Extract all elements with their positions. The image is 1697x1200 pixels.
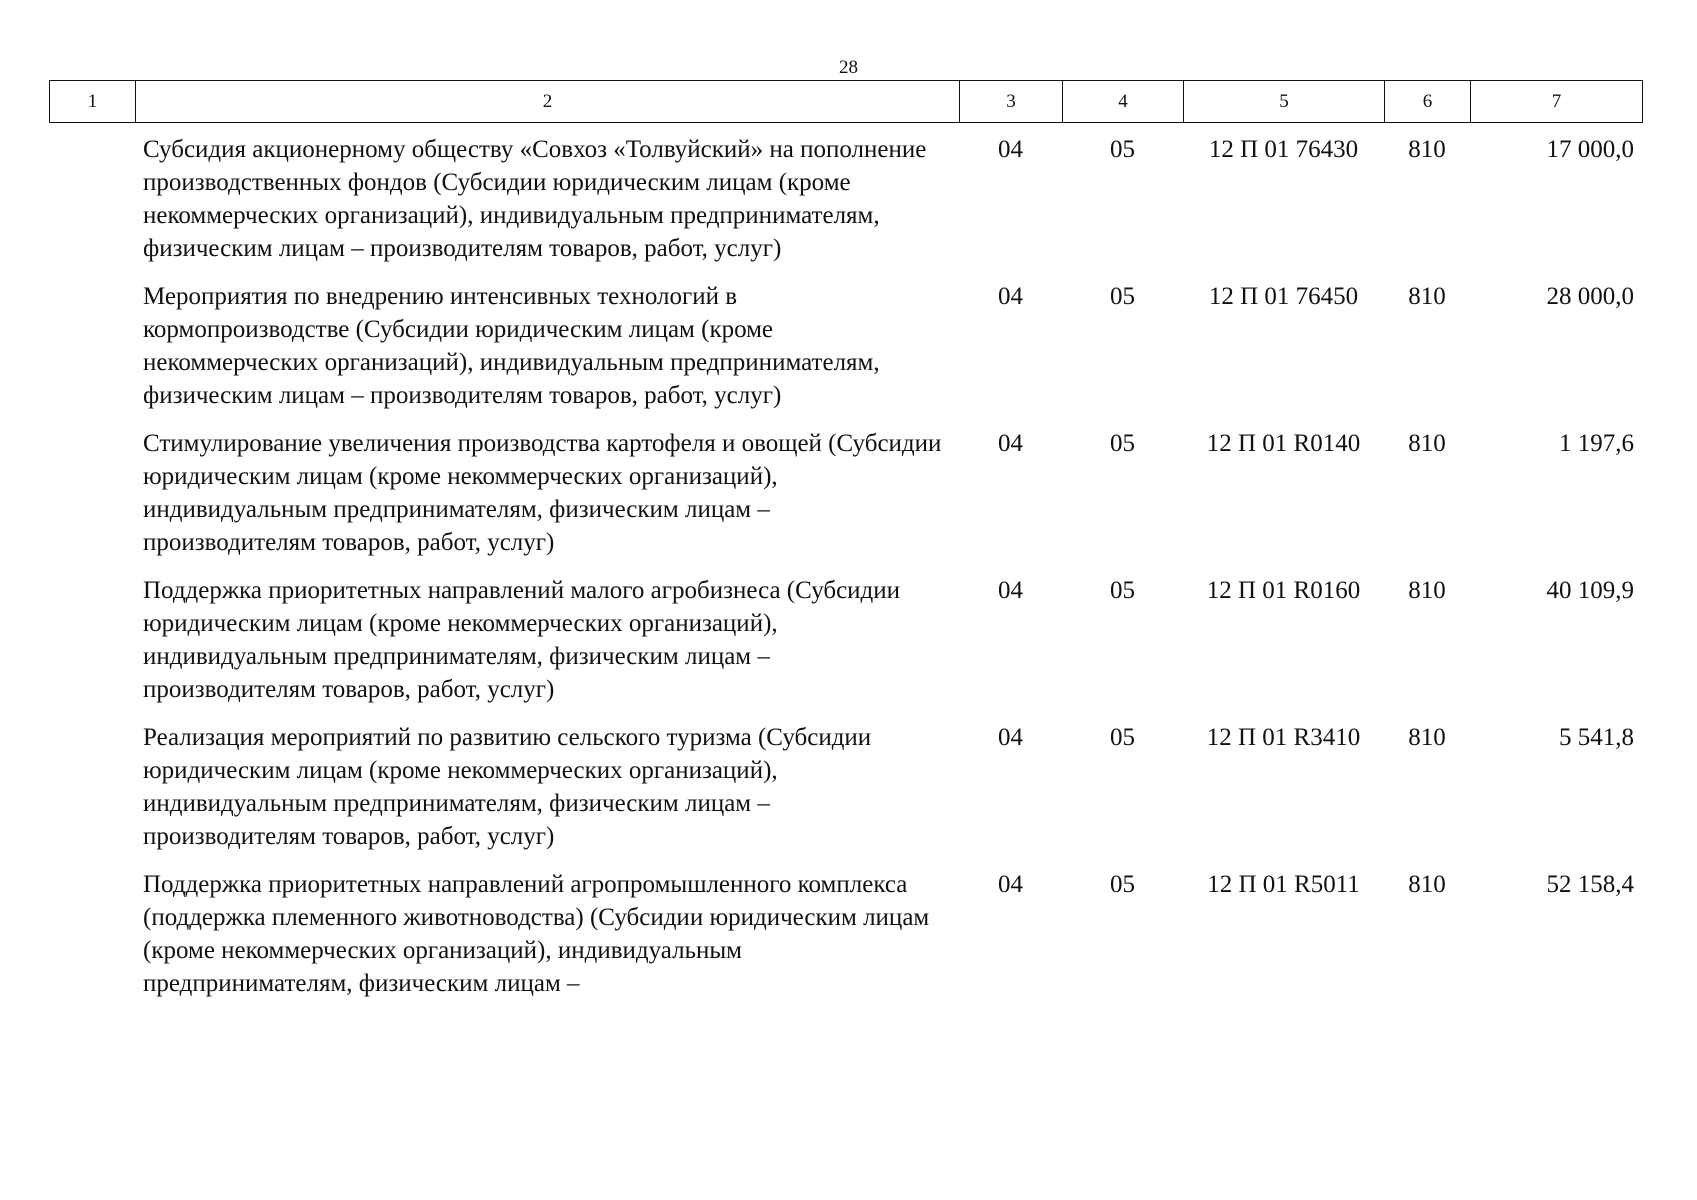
column-header-5: 5 bbox=[1184, 81, 1385, 123]
row-amount: 52 158,4 bbox=[1546, 871, 1634, 898]
column-header-3: 3 bbox=[960, 81, 1063, 123]
column-header-table bbox=[49, 80, 1643, 123]
row-target-code: 12 П 01 76430 bbox=[1208, 136, 1359, 163]
column-header-row bbox=[50, 81, 1643, 123]
row-expense-type: 810 bbox=[1408, 430, 1446, 457]
row-section: 04 bbox=[998, 430, 1023, 457]
row-amount: 28 000,0 bbox=[1546, 283, 1634, 310]
row-section: 04 bbox=[998, 136, 1023, 163]
table-row bbox=[49, 280, 1642, 427]
table-row bbox=[49, 721, 1642, 868]
row-amount: 17 000,0 bbox=[1546, 136, 1634, 163]
row-description: Поддержка приоритетных направлений малого агробизнеса (Субсидии юридическим лицам (кроме некоммерческих организаций), индивидуальным предпринимателям, физическим лицам – производителям товаров, работ, услуг) bbox=[143, 577, 901, 703]
row-target-code: 12 П 01 R5011 bbox=[1207, 871, 1360, 898]
row-target-code: 12 П 01 76450 bbox=[1208, 283, 1359, 310]
table-row bbox=[49, 133, 1642, 280]
column-header-6: 6 bbox=[1385, 81, 1471, 123]
row-expense-type: 810 bbox=[1408, 577, 1446, 604]
table-row bbox=[49, 427, 1642, 574]
row-description: Поддержка приоритетных направлений агропромышленного комплекса (поддержка племенного животноводства) (Субсидии юридическим лицам (кроме некоммерческих организаций), индивидуальным предпринимателям, физическим лицам – bbox=[143, 871, 930, 997]
page-number: 28 bbox=[839, 57, 858, 78]
budget-table-body bbox=[49, 133, 1642, 1015]
row-target-code: 12 П 01 R0140 bbox=[1206, 430, 1361, 457]
row-section: 04 bbox=[998, 724, 1023, 751]
table-row bbox=[49, 868, 1642, 1015]
row-expense-type: 810 bbox=[1408, 283, 1446, 310]
column-header-7: 7 bbox=[1471, 81, 1643, 123]
table-row bbox=[49, 574, 1642, 721]
row-subsection: 05 bbox=[1110, 136, 1135, 163]
row-amount: 40 109,9 bbox=[1546, 577, 1634, 604]
row-subsection: 05 bbox=[1110, 430, 1135, 457]
row-expense-type: 810 bbox=[1408, 136, 1446, 163]
row-subsection: 05 bbox=[1110, 283, 1135, 310]
row-amount: 1 197,6 bbox=[1559, 430, 1634, 457]
column-header-4: 4 bbox=[1063, 81, 1184, 123]
row-subsection: 05 bbox=[1110, 577, 1135, 604]
row-section: 04 bbox=[998, 577, 1023, 604]
row-section: 04 bbox=[998, 283, 1023, 310]
row-expense-type: 810 bbox=[1408, 871, 1446, 898]
row-subsection: 05 bbox=[1110, 724, 1135, 751]
column-header-2: 2 bbox=[136, 81, 960, 123]
row-section: 04 bbox=[998, 871, 1023, 898]
row-target-code: 12 П 01 R0160 bbox=[1206, 577, 1361, 604]
row-expense-type: 810 bbox=[1408, 724, 1446, 751]
column-header-1: 1 bbox=[50, 81, 136, 123]
row-amount: 5 541,8 bbox=[1559, 724, 1634, 751]
row-target-code: 12 П 01 R3410 bbox=[1206, 724, 1361, 751]
row-description: Стимулирование увеличения производства картофеля и овощей (Субсидии юридическим лицам (кроме некоммерческих организаций), индивидуальным предпринимателям, физическим лицам – производителям товаров, работ, услуг) bbox=[143, 430, 942, 556]
row-description: Субсидия акционерному обществу «Совхоз «Толвуйский» на пополнение производственных фондов (Субсидии юридическим лицам (кроме некоммерческих организаций), индивидуальным предпринимателям, физическим лицам – производителям товаров, работ, услуг) bbox=[143, 136, 927, 262]
row-description: Мероприятия по внедрению интенсивных технологий в кормопроизводстве (Субсидии юридическим лицам (кроме некоммерческих организаций), индивидуальным предпринимателям, физическим лицам – производителям товаров, работ, услуг) bbox=[143, 283, 880, 409]
row-subsection: 05 bbox=[1110, 871, 1135, 898]
row-description: Реализация мероприятий по развитию сельского туризма (Субсидии юридическим лицам (кроме некоммерческих организаций), индивидуальным предпринимателям, физическим лицам – производителям товаров, работ, услуг) bbox=[143, 724, 872, 850]
